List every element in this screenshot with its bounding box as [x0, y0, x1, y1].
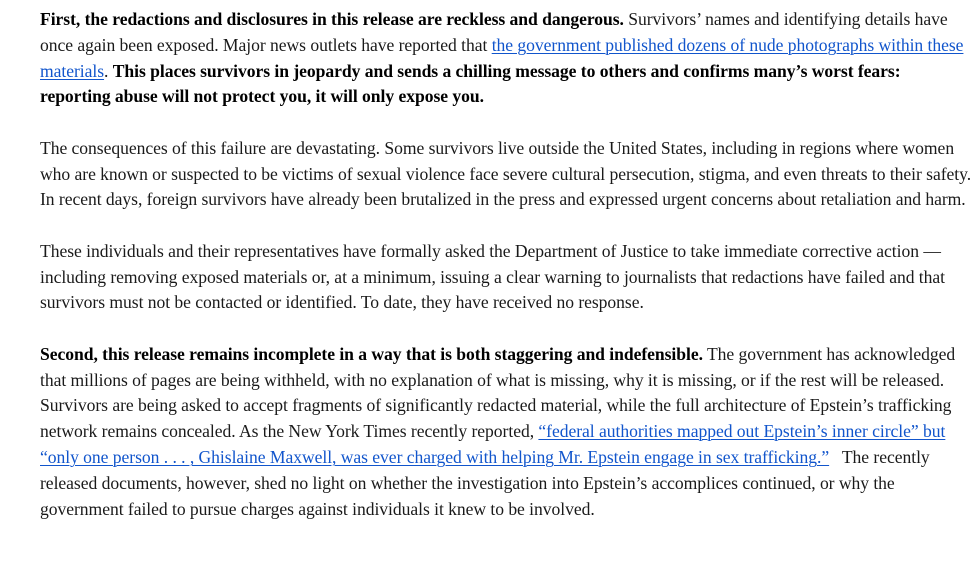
- paragraph-redactions: [40, 7, 972, 110]
- paragraph-text: The recently released documents, however, shed no light on whether the investigation into Epstein’s accomplices continued, or why the government failed to pursue charges against individuals it knew to be involved.: [40, 446, 935, 519]
- paragraph-tail-bold: This places survivors in jeopardy and sends a chilling message to others and confirms many’s worst fears: reporting abuse will not protect you, it will only expose you.: [40, 60, 901, 107]
- paragraph-corrective-action: [40, 239, 972, 316]
- nude-photographs-link[interactable]: the government published dozens of nude photographs within these materials: [40, 34, 964, 81]
- paragraph-text: Survivors’ names and identifying details have once again been exposed. Major news outlets have reported that: [40, 9, 948, 55]
- paragraph-consequences: [40, 136, 972, 213]
- paragraph-text: .: [104, 60, 113, 81]
- document-body: [40, 7, 972, 522]
- paragraph-text: The consequences of this failure are devastating. Some survivors live outside the United States, including in regions where women who are known or suspected to be victims of sexual violence face severe cultural persecution, stigma, and even threats to their safety. In recent days, foreign survivors have already been brutalized in the press and expressed urgent concerns about retaliation and harm.: [40, 137, 972, 210]
- paragraph-text: The government has acknowledged that millions of pages are being withheld, with no explanation of what is missing, why it is missing, or if the rest will be released. Survivors are being asked to accept fragments of significantly redacted material, while the full architecture of Epstein’s trafficking network remains concealed. As the New York Times recently reported,: [40, 343, 956, 442]
- paragraph-lead-bold: Second, this release remains incomplete in a way that is both staggering and indefensible.: [40, 343, 703, 364]
- paragraph-text: These individuals and their representatives have formally asked the Department of Justice to take immediate corrective action — including removing exposed materials or, at a minimum, issuing a clear warning to journalists that redactions have failed and that survivors must not be contacted or identified. To date, they have received no response.: [40, 240, 945, 313]
- paragraph-lead-bold: First, the redactions and disclosures in this release are reckless and dangerous.: [40, 9, 624, 29]
- new-york-times-quote-link[interactable]: “federal authorities mapped out Epstein’s inner circle” but “only one person . . . , Ghislaine Maxwell, was ever charged with helping Mr. Epstein engage in sex trafficking.”: [40, 421, 946, 467]
- paragraph-incomplete-release: [40, 342, 972, 523]
